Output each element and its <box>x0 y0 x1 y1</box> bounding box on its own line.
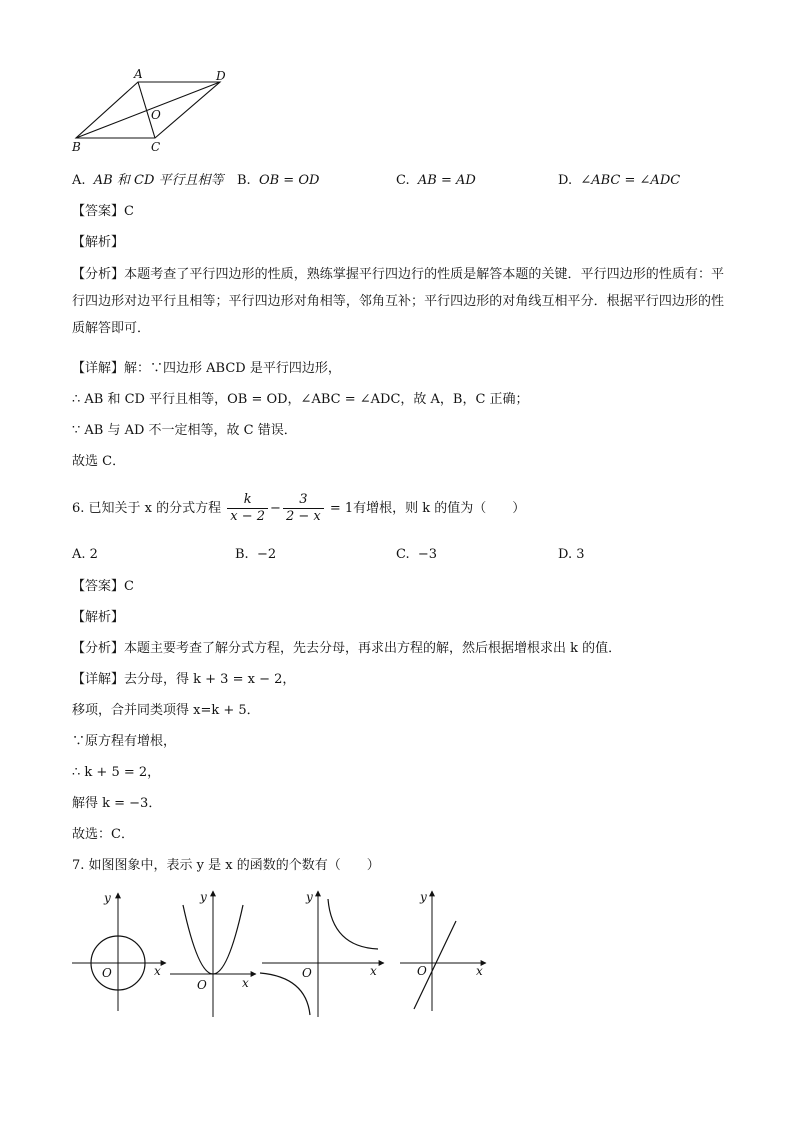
q5-detail-1 <box>72 360 341 378</box>
answer-tag: 【答案】 <box>72 204 125 219</box>
option-letter: B. <box>237 173 251 188</box>
option-text: AB = AD <box>417 173 476 188</box>
option-text: −2 <box>256 547 277 562</box>
axis-label-x: x <box>370 964 377 978</box>
origin-label: O <box>302 966 312 980</box>
q6-option-c <box>396 546 437 564</box>
q5-answer <box>72 203 134 221</box>
center-label-o: O <box>151 108 161 122</box>
detail-text: ∵原方程有增根， <box>72 734 177 749</box>
detail-text: 解得 k = −3． <box>72 796 162 811</box>
option-letter: A. <box>72 547 86 562</box>
detail-text: 解：∵四边形 ABCD 是平行四边形， <box>124 361 341 376</box>
detail-text: 移项，合并同类项得 x=k + 5． <box>72 703 260 718</box>
origin-label: O <box>417 964 427 978</box>
graph-parabola <box>170 890 256 1017</box>
minus-sign: − <box>270 501 281 516</box>
q7-stem-text: 7. 如图图象中，表示 y 是 x 的函数的个数有（ ） <box>72 858 380 873</box>
option-text: −3 <box>417 547 438 562</box>
axis-label-x: x <box>154 964 161 978</box>
detail-text: ∵ AB 与 AD 不一定相等，故 C 错误． <box>72 423 297 438</box>
axis-label-x: x <box>476 964 483 978</box>
option-text: 2 <box>89 547 98 562</box>
detail-text: ∴ AB 和 CD 平行且相等，OB = OD，∠ABC = ∠ADC，故 A，B，C 正确； <box>72 392 529 407</box>
vertex-label-b: B <box>72 140 81 154</box>
fraction-numerator: 3 <box>283 492 324 509</box>
fraction-k-over-x-minus-2 <box>227 492 268 525</box>
answer-tag: 【答案】 <box>72 579 125 594</box>
q7-graphs <box>66 885 506 1025</box>
vertex-label-a: A <box>134 67 143 81</box>
q6-detail-5 <box>72 795 161 813</box>
answer-value: C <box>124 579 134 594</box>
conclusion-text: 故选：C． <box>72 827 134 842</box>
q6-stem-prefix: 6. 已知关于 x 的分式方程 <box>72 501 222 516</box>
vertex-label-c: C <box>151 140 161 154</box>
fenxi-text: 本题考查了平行四边形的性质，熟练掌握平行四边行的性质是解答本题的关键．平行四边形的性质有：平行四边形对边平行且相等；平行四边形对角相等，邻角互补；平行四边形的对角线互相平分．根据平行四边形的性质解答即可． <box>72 267 724 336</box>
graph-circle <box>72 891 166 1011</box>
option-text: OB = OD <box>258 173 320 188</box>
detail-text: ∴ k + 5 = 2， <box>72 765 161 780</box>
fenxi-tag: 【分析】 <box>72 641 125 656</box>
axis-label-y: y <box>420 890 427 904</box>
fraction-denominator: x − 2 <box>230 509 266 524</box>
q5-option-c <box>396 172 476 190</box>
q5-detail-2 <box>72 391 529 409</box>
option-letter: D. <box>558 547 573 562</box>
q6-analysis-tag <box>72 609 124 627</box>
analysis-tag: 【解析】 <box>72 610 125 625</box>
fenxi-text: 本题主要考查了解分式方程，先去分母，再求出方程的解，然后根据增根求出 k 的值． <box>124 641 622 656</box>
q6-option-b <box>235 546 276 564</box>
origin-label: O <box>102 966 112 980</box>
q6-stem-suffix: = 1有增根，则 k 的值为（ ） <box>329 501 526 516</box>
q5-analysis-tag <box>72 234 124 252</box>
q6-fenxi <box>72 640 621 658</box>
detail-tag: 【详解】 <box>72 672 125 687</box>
graph-line <box>400 890 486 1011</box>
q5-option-b <box>237 172 319 190</box>
q6-detail-3 <box>72 733 176 751</box>
q5-fenxi <box>72 261 724 342</box>
fraction-3-over-2-minus-x <box>283 492 324 525</box>
q6-detail-4 <box>72 764 160 782</box>
answer-value: C <box>124 204 134 219</box>
q5-detail-3 <box>72 422 297 440</box>
analysis-tag: 【解析】 <box>72 235 125 250</box>
fenxi-tag: 【分析】 <box>72 267 125 282</box>
q7-stem <box>72 857 380 875</box>
fraction-numerator: k <box>227 492 268 509</box>
option-text: AB 和 CD 平行且相等 <box>93 173 224 188</box>
detail-tag: 【详解】 <box>72 361 125 376</box>
detail-text: 去分母，得 k + 3 = x − 2， <box>124 672 296 687</box>
fraction-denominator: 2 − x <box>285 509 321 524</box>
axis-label-y: y <box>306 890 313 904</box>
option-letter: C. <box>396 547 410 562</box>
q6-detail-2 <box>72 702 260 720</box>
vertex-label-d: D <box>216 69 226 83</box>
conclusion-text: 故选 C． <box>72 454 126 469</box>
q5-conclusion <box>72 453 125 471</box>
graph-hyperbola <box>260 890 384 1017</box>
option-text: ∠ABC = ∠ADC <box>580 173 681 188</box>
axis-label-y: y <box>200 890 207 904</box>
q6-stem <box>72 492 525 525</box>
option-letter: C. <box>396 173 410 188</box>
q6-answer <box>72 578 134 596</box>
q5-option-d <box>558 172 680 190</box>
origin-label: O <box>197 978 207 992</box>
axis-label-y: y <box>104 891 111 905</box>
q6-conclusion <box>72 826 134 844</box>
axis-label-x: x <box>242 976 249 990</box>
option-letter: D. <box>558 173 573 188</box>
option-letter: A. <box>72 173 86 188</box>
q6-option-d <box>558 546 585 564</box>
q6-detail-1 <box>72 671 295 689</box>
option-letter: B. <box>235 547 249 562</box>
option-text: 3 <box>576 547 585 562</box>
q5-option-a <box>72 172 224 190</box>
parallelogram-figure <box>70 68 270 158</box>
q6-option-a <box>72 546 98 564</box>
